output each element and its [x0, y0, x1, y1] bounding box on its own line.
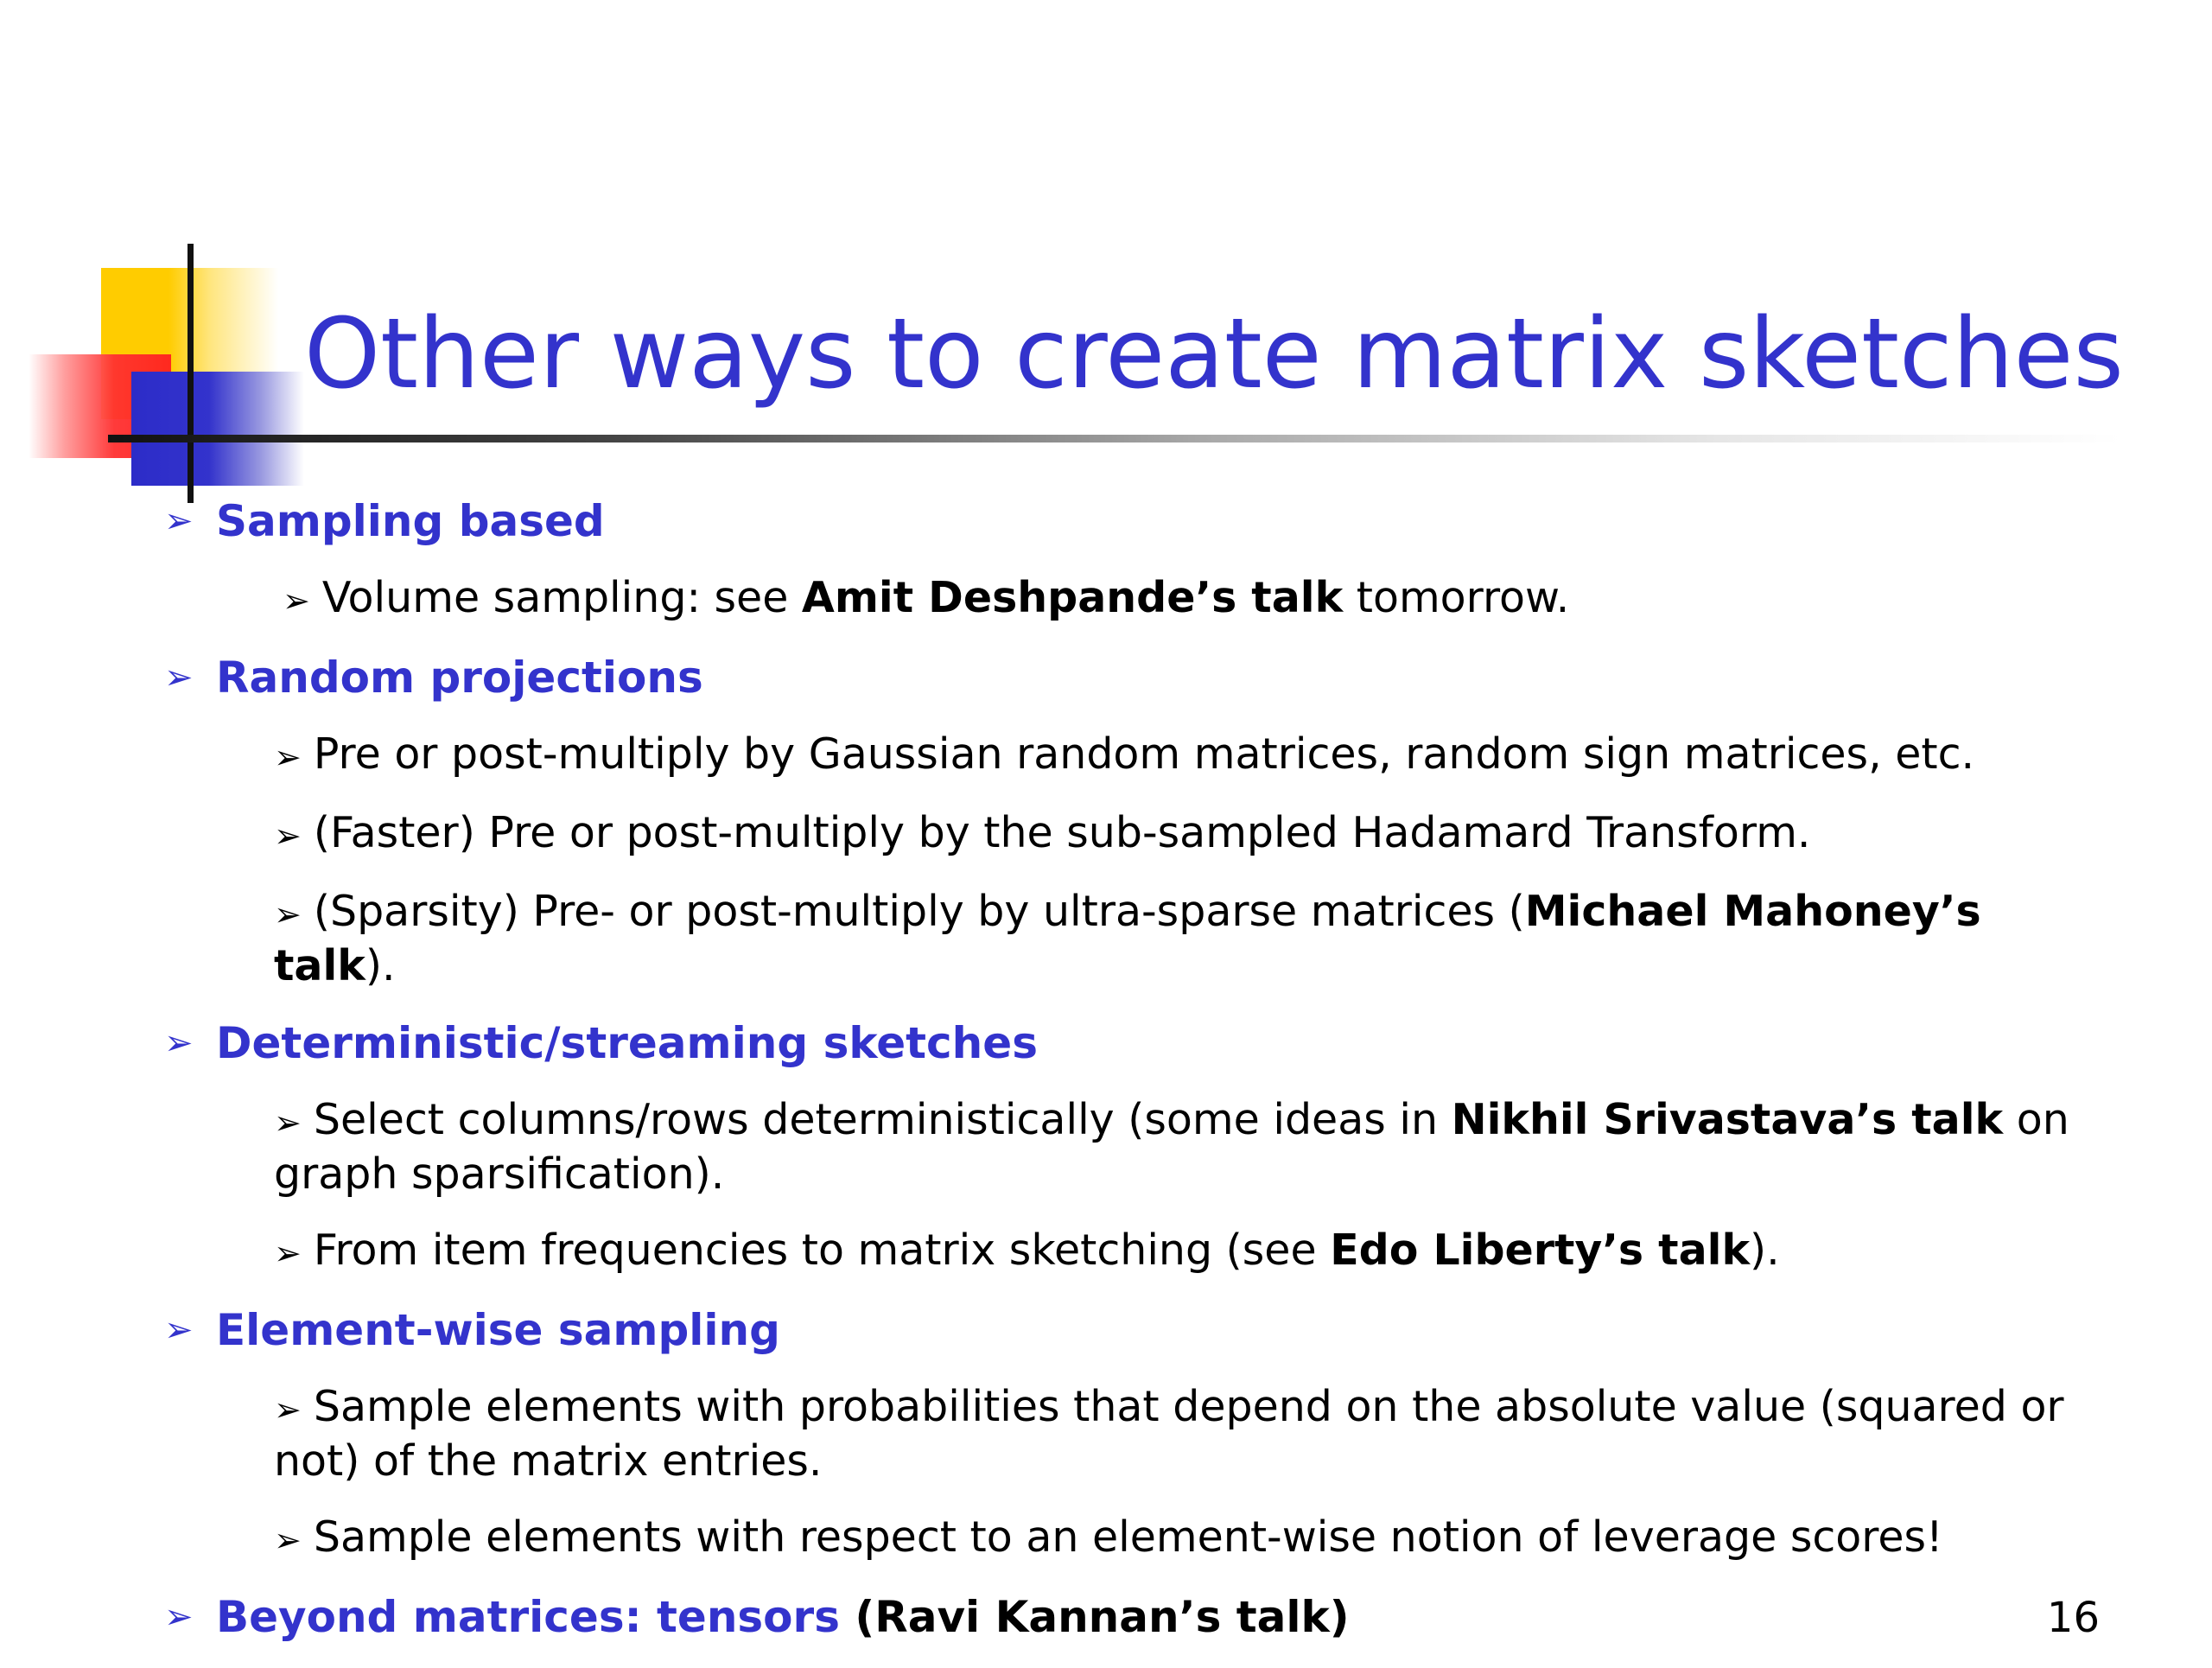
talk-reference: Michael Mahoney’s talk: [274, 887, 1981, 990]
sub-bullet-text: Select columns/rows deterministically (some ideas in: [313, 1095, 1452, 1144]
section-heading-deterministic: [164, 1016, 2100, 1070]
sub-bullet: [274, 1512, 2100, 1566]
talk-reference: (Ravi Kannan’s talk): [839, 1592, 1350, 1642]
sub-bullet-text: Sample elements with probabilities that depend on the absolute value (squared or not) of the matrix entries.: [274, 1382, 2064, 1486]
arrow-bullet-icon: ➢: [274, 1104, 302, 1142]
arrow-bullet-icon: ➢: [274, 1521, 302, 1559]
arrow-bullet-icon: ➢: [274, 817, 302, 855]
arrow-bullet-icon: ➢: [283, 582, 310, 620]
arrow-bullet-icon: ➢: [164, 1310, 194, 1350]
section-heading-text: Sampling based: [216, 496, 605, 546]
section-heading-text: Deterministic/streaming sketches: [216, 1018, 1038, 1068]
sub-bullet-text: (Sparsity) Pre- or post-multiply by ultra-sparse matrices (: [313, 887, 1525, 936]
sub-bullet-text: Sample elements with respect to an element-wise notion of leverage scores!: [313, 1512, 1943, 1562]
sub-bullet: [274, 1381, 2100, 1487]
sub-bullet-text: Pre or post-multiply by Gaussian random matrices, random sign matrices, etc.: [313, 729, 1975, 779]
arrow-bullet-icon: ➢: [274, 895, 302, 933]
sub-bullet: [274, 807, 2100, 862]
logo-blue-square: [131, 372, 304, 486]
sub-bullet: [274, 1094, 2100, 1200]
section-heading-sampling: [164, 494, 2100, 548]
arrow-bullet-icon: ➢: [274, 1391, 302, 1429]
sub-bullet-text: Volume sampling: see: [321, 573, 802, 622]
arrow-bullet-icon: ➢: [164, 1023, 194, 1063]
arrow-bullet-icon: ➢: [164, 658, 194, 697]
section-heading-text: Beyond matrices: tensors: [216, 1592, 840, 1642]
arrow-bullet-icon: ➢: [274, 738, 302, 776]
slide-title: Other ways to create matrix sketches: [304, 298, 2124, 411]
sub-bullet-text: tomorrow.: [1343, 573, 1570, 622]
sub-bullet-text: ).: [365, 941, 396, 990]
sub-bullet: [283, 572, 2100, 627]
talk-reference: Amit Deshpande’s talk: [801, 573, 1344, 622]
arrow-bullet-icon: ➢: [164, 501, 194, 541]
section-heading-tensors: [164, 1590, 2100, 1644]
bullet-list: [164, 494, 2100, 1668]
page-number: 16: [2046, 1594, 2100, 1642]
sub-bullet-text: on graph sparsification).: [274, 1095, 2069, 1199]
title-underline: [108, 435, 2121, 442]
sub-bullet-text: ).: [1750, 1226, 1780, 1275]
arrow-bullet-icon: ➢: [164, 1597, 194, 1637]
sub-bullet: [274, 886, 2100, 992]
talk-reference: Nikhil Srivastava’s talk: [1451, 1095, 2004, 1144]
sub-bullet-text: From item frequencies to matrix sketching (see: [313, 1226, 1331, 1275]
talk-reference: Edo Liberty’s talk: [1330, 1226, 1751, 1275]
sub-bullet: [274, 1225, 2100, 1279]
section-heading-text: Element-wise sampling: [216, 1305, 780, 1355]
sub-bullet: [274, 729, 2100, 783]
arrow-bullet-icon: ➢: [274, 1234, 302, 1272]
section-heading-text: Random projections: [216, 653, 703, 703]
sub-bullet-text: (Faster) Pre or post-multiply by the sub-sampled Hadamard Transform.: [313, 808, 1811, 857]
logo-vertical-line: [188, 244, 194, 503]
section-heading-element-wise: [164, 1303, 2100, 1357]
section-heading-random-projections: [164, 651, 2100, 704]
